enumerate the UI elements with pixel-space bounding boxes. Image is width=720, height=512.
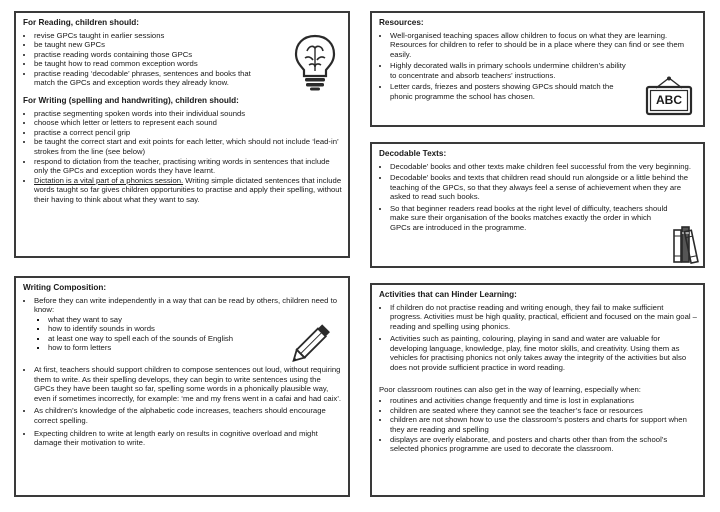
composition-heading: Writing Composition: <box>23 283 107 292</box>
list-item: • If children do not practise reading and writing enough, they fail to make sufficient progress. Activities must be high quality, practical, efficient and focused on the main goal – reading and spelling using phonics. <box>390 303 697 332</box>
list-item: • At first, teachers should support children to compose sentences out loud, without requiring them to write. As their spelling develops, they can begin to write sentences using the GPCs they have been taught so far, spelling some words in a phonically plausible way, even if sometimes incorrectly, for example: ‘me and my frens went in a cafai and had caix’. <box>34 365 342 403</box>
resources-panel <box>370 11 705 127</box>
list-item: • children are not shown how to use the classroom’s posters and charts for support when they are reading and spelling <box>390 415 697 434</box>
list-item: • routines and activities change frequently and time is lost in explanations <box>390 396 697 406</box>
hinder-heading: Activities that can Hinder Learning: <box>379 290 517 299</box>
list-item: • practise a correct pencil grip <box>34 128 342 138</box>
abc-board-icon <box>644 76 694 116</box>
list-item: • Decodable’ books and texts that children read should run alongside or a little behind the teaching of the GPCs, so that they always feel a sense of achievement when they are asked to read such books. <box>390 173 697 202</box>
reading-heading: For Reading, children should: <box>23 18 139 27</box>
abc-board-text: ABC <box>656 93 682 107</box>
list-item: • revise GPCs taught in earlier sessions <box>34 31 262 41</box>
composition-list-2 <box>23 365 342 448</box>
pencil-icon <box>288 318 338 366</box>
writing-heading: For Writing (spelling and handwriting), children should: <box>23 96 239 106</box>
resources-heading: Resources: <box>379 18 424 27</box>
books-icon <box>672 224 702 264</box>
list-item: • practise reading words containing those GPCs <box>34 50 262 60</box>
list-item: • Well-organised teaching spaces allow children to focus on what they are learning. Resources for children to refer to should be in a place where they can find or see them easily. <box>390 31 697 60</box>
hinder-panel <box>370 283 705 497</box>
list-item: • be taught the correct start and exit points for each letter, which should not include ‘lead-in’ strokes from the line (see below) <box>34 137 342 156</box>
list-item: • practise segmenting spoken words into their individual sounds <box>34 109 342 119</box>
composition-intro: Before they can write independently in a way that can be read by others, children need to know: <box>34 295 337 315</box>
list-item: • respond to dictation from the teacher, practising writing words in sentences that include only the GPCs and exception words they have learnt. <box>34 157 342 176</box>
list-item: • Letter cards, friezes and posters showing GPCs should match the phonic programme the school has chosen. <box>390 82 697 101</box>
dictation-underlined: Dictation is a vital part of a phonics session. <box>34 175 184 185</box>
list-item: • children are seated where they cannot see the teacher’s face or resources <box>390 406 697 416</box>
list-item: • be taught how to read common exception words <box>34 59 262 69</box>
dictation-rest: Writing simple dictated sentences that include words taught so far gives children opportunities to practise and apply their spelling, without their having to think about what they want to say. <box>34 175 342 204</box>
list-item: • be taught new GPCs <box>34 40 262 50</box>
list-item: • Activities such as painting, colouring, playing in sand and water are valuable for developing language, knowledge, play, fine motor skills, and creativity. Using them as vehicles for practising phonics not only takes away the integrity of the activities but also does not provide sufficient practice in word reading. <box>390 334 697 372</box>
list-item: • Highly decorated walls in primary schools undermine children’s ability to concentrate and absorb teachers’ instructions. <box>390 61 697 80</box>
sub-list-item: ▪ at least one way to spell each of the sounds of English <box>48 334 342 344</box>
decodable-heading: Decodable Texts: <box>379 149 447 158</box>
writing-list <box>23 109 342 205</box>
decodable-list <box>379 162 697 233</box>
list-item: • As children’s knowledge of the alphabetic code increases, teachers should encourage correct spelling. <box>34 406 342 425</box>
list-item: • Expecting children to write at length early on results in cognitive overload and might damage their motivation to write. <box>34 429 342 448</box>
hinder-list <box>379 303 697 373</box>
decodable-panel <box>370 142 705 268</box>
sub-list-item: ▪ what they want to say <box>48 315 342 325</box>
reading-writing-panel <box>14 11 350 258</box>
list-item <box>34 176 342 205</box>
routines-intro: Poor classroom routines can also get in the way of learning, especially when: <box>379 384 641 394</box>
lightbulb-brain-icon <box>291 33 339 91</box>
composition-panel <box>14 276 350 497</box>
list-item: • displays are overly elaborate, and posters and charts other than from the school’s selected phonics programme are used to decorate the classroom. <box>390 435 697 454</box>
sub-list-item: ▪ how to identify sounds in words <box>48 324 342 334</box>
sub-list-item: ▪ how to form letters <box>48 343 342 353</box>
list-item: • choose which letter or letters to represent each sound <box>34 118 342 128</box>
list-item: • So that beginner readers read books at the right level of difficulty, teachers should make sure their organisation of the books matches exactly the order in which GPCs are introduced in the programme. <box>390 204 697 233</box>
list-item: • practise reading ‘decodable’ phrases, sentences and books that match the GPCs and exception words they already know. <box>34 69 262 88</box>
list-item: • Decodable’ books and other texts make children feel successful from the very beginning. <box>390 162 697 172</box>
routines-list <box>379 396 697 454</box>
